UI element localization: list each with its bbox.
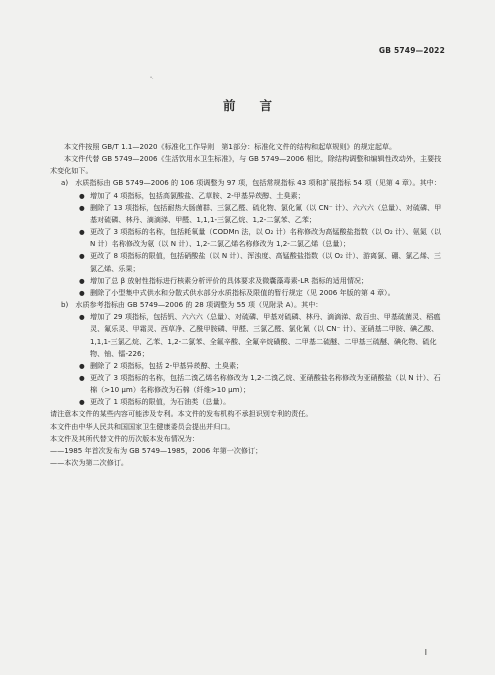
bullet-icon: ● bbox=[79, 203, 85, 212]
bullet-icon: ● bbox=[79, 252, 85, 261]
bullet-icon: ● bbox=[79, 398, 85, 407]
document-body bbox=[50, 141, 447, 469]
paragraph-replacement: 本文件代替 GB 5749—2006《生活饮用水卫生标准》，与 GB 5749—2006 相比，除结构调整和编辑性改动外，主要技术变化如下。 bbox=[50, 154, 442, 176]
list-item-text: 增加了 4 项指标，包括高氯酸盐、乙草胺、2-甲基异莰醇、土臭素； bbox=[90, 190, 305, 200]
list-item-a-5 bbox=[50, 275, 447, 287]
list-item-text: 更改了 1 项指标的限值，为石油类（总量）。 bbox=[90, 397, 231, 407]
list-item-a-6 bbox=[50, 287, 447, 299]
page-number: I bbox=[424, 648, 427, 657]
standard-code: GB 5749—2022 bbox=[378, 46, 445, 55]
paragraph-history-current: ——本次为第二次修订。 bbox=[50, 458, 129, 468]
paragraph-drafting-rules: 本文件按照 GB/T 1.1—2020《标准化工作导则 第1部分：标准化文件的结构和起草规则》的规定起草。 bbox=[64, 142, 397, 151]
list-item-b-4 bbox=[50, 396, 447, 408]
list-item-text: 删除了 2 项指标，包括 2-甲基异莰醇、土臭素； bbox=[90, 360, 244, 370]
list-item-b-3 bbox=[50, 372, 447, 396]
list-item-a-3 bbox=[50, 226, 447, 250]
list-item-text: 更改了 8 项指标的限值，包括硝酸盐（以 N 计）、浑浊度、高锰酸盐指数（以 O₂ 计）、游离氯、硼、氯乙烯、三氯乙烯、乐果； bbox=[90, 251, 441, 273]
paragraph-history-intro: 本文件及其所代替文件的历次版本发布情况为： bbox=[50, 433, 199, 443]
list-item-b: b) 水质参考指标由 GB 5749—2006 的 28 项调整为 55 项（见附录 A）。其中： bbox=[61, 300, 323, 310]
scan-smudge: ᵃ· bbox=[150, 76, 154, 82]
list-item-text: 删除了小型集中式供水和分散式供水部分水质指标及限值的暂行规定（见 2006 年版的第 4 章）。 bbox=[90, 287, 395, 297]
paragraph-proposer: 本文件由中华人民共和国国家卫生健康委员会提出并归口。 bbox=[50, 421, 235, 431]
list-item-a-4 bbox=[50, 250, 447, 274]
list-item-text: 更改了 3 项指标的名称，包括耗氧量（CODMn 法，以 O₂ 计）名称修改为高锰酸盐指数（以 O₂ 计）、氨氮（以 N 计）名称修改为氨（以 N 计）、1,2-二氯乙烯名称修改为 1,2-二氯乙烯（总量）； bbox=[90, 227, 442, 249]
bullet-icon: ● bbox=[79, 276, 85, 285]
bullet-icon: ● bbox=[79, 361, 85, 370]
page-title: 前言 bbox=[222, 98, 296, 113]
bullet-icon: ● bbox=[79, 288, 85, 297]
list-item-a-1 bbox=[50, 190, 447, 202]
list-item-text: 增加了总 β 放射性指标进行核素分析评价的具体要求及微囊藻毒素-LR 指标的适用情况； bbox=[90, 275, 369, 285]
bullet-icon: ● bbox=[79, 228, 85, 237]
list-item-b-1 bbox=[50, 311, 447, 360]
bullet-icon: ● bbox=[79, 191, 85, 200]
paragraph-history-1985: ——1985 年首次发布为 GB 5749—1985，2006 年第一次修订； bbox=[50, 445, 263, 455]
list-item-a: a) 水质指标由 GB 5749—2006 的 106 项调整为 97 项，包括常规指标 43 项和扩展指标 54 项（见第 4 章）。其中： bbox=[61, 178, 441, 188]
list-item-a-2 bbox=[50, 202, 447, 226]
list-item-text: 更改了 3 项指标的名称，包括二溴乙烯名称修改为 1,2-二溴乙烷、亚硝酸盐名称修改为亚硝酸盐（以 N 计）、石棉（>10 μm）名称修改为石棉（纤维>10 μm）； bbox=[90, 372, 441, 395]
bullet-icon: ● bbox=[79, 313, 85, 322]
paragraph-patent-notice: 请注意本文件的某些内容可能涉及专利。本文件的发布机构不承担识别专利的责任。 bbox=[50, 409, 313, 419]
list-item-text: 增加了 29 项指标，包括钒、六六六（总量）、对硫磷、甲基对硫磷、林丹、滴滴涕、敌百虫、甲基硫菌灵、稻瘟灵、氟乐灵、甲霜灵、西草净、乙酰甲胺磷、甲醛、三氯乙醛、氯化氰（以 CN⁻ 计）、亚硝基二甲胺、碘乙酸、1,1,1-三氯乙烷、乙苯、1,2-二氯苯、全氟辛酸、全氟辛烷磺酸、二甲基二硫醚、二甲基三硫醚、碘化物、硫化物、铀、镭-226； bbox=[90, 312, 441, 358]
list-item-b-2 bbox=[50, 360, 447, 372]
list-item-text: 删除了 13 项指标，包括耐热大肠菌群、三氯乙醛、硫化物、氯化氰（以 CN⁻ 计）、六六六（总量）、对硫磷、甲基对硫磷、林丹、滴滴涕、甲醛、1,1,1-三氯乙烷、1,2-二氯苯、乙苯； bbox=[90, 202, 442, 224]
bullet-icon: ● bbox=[79, 373, 85, 382]
